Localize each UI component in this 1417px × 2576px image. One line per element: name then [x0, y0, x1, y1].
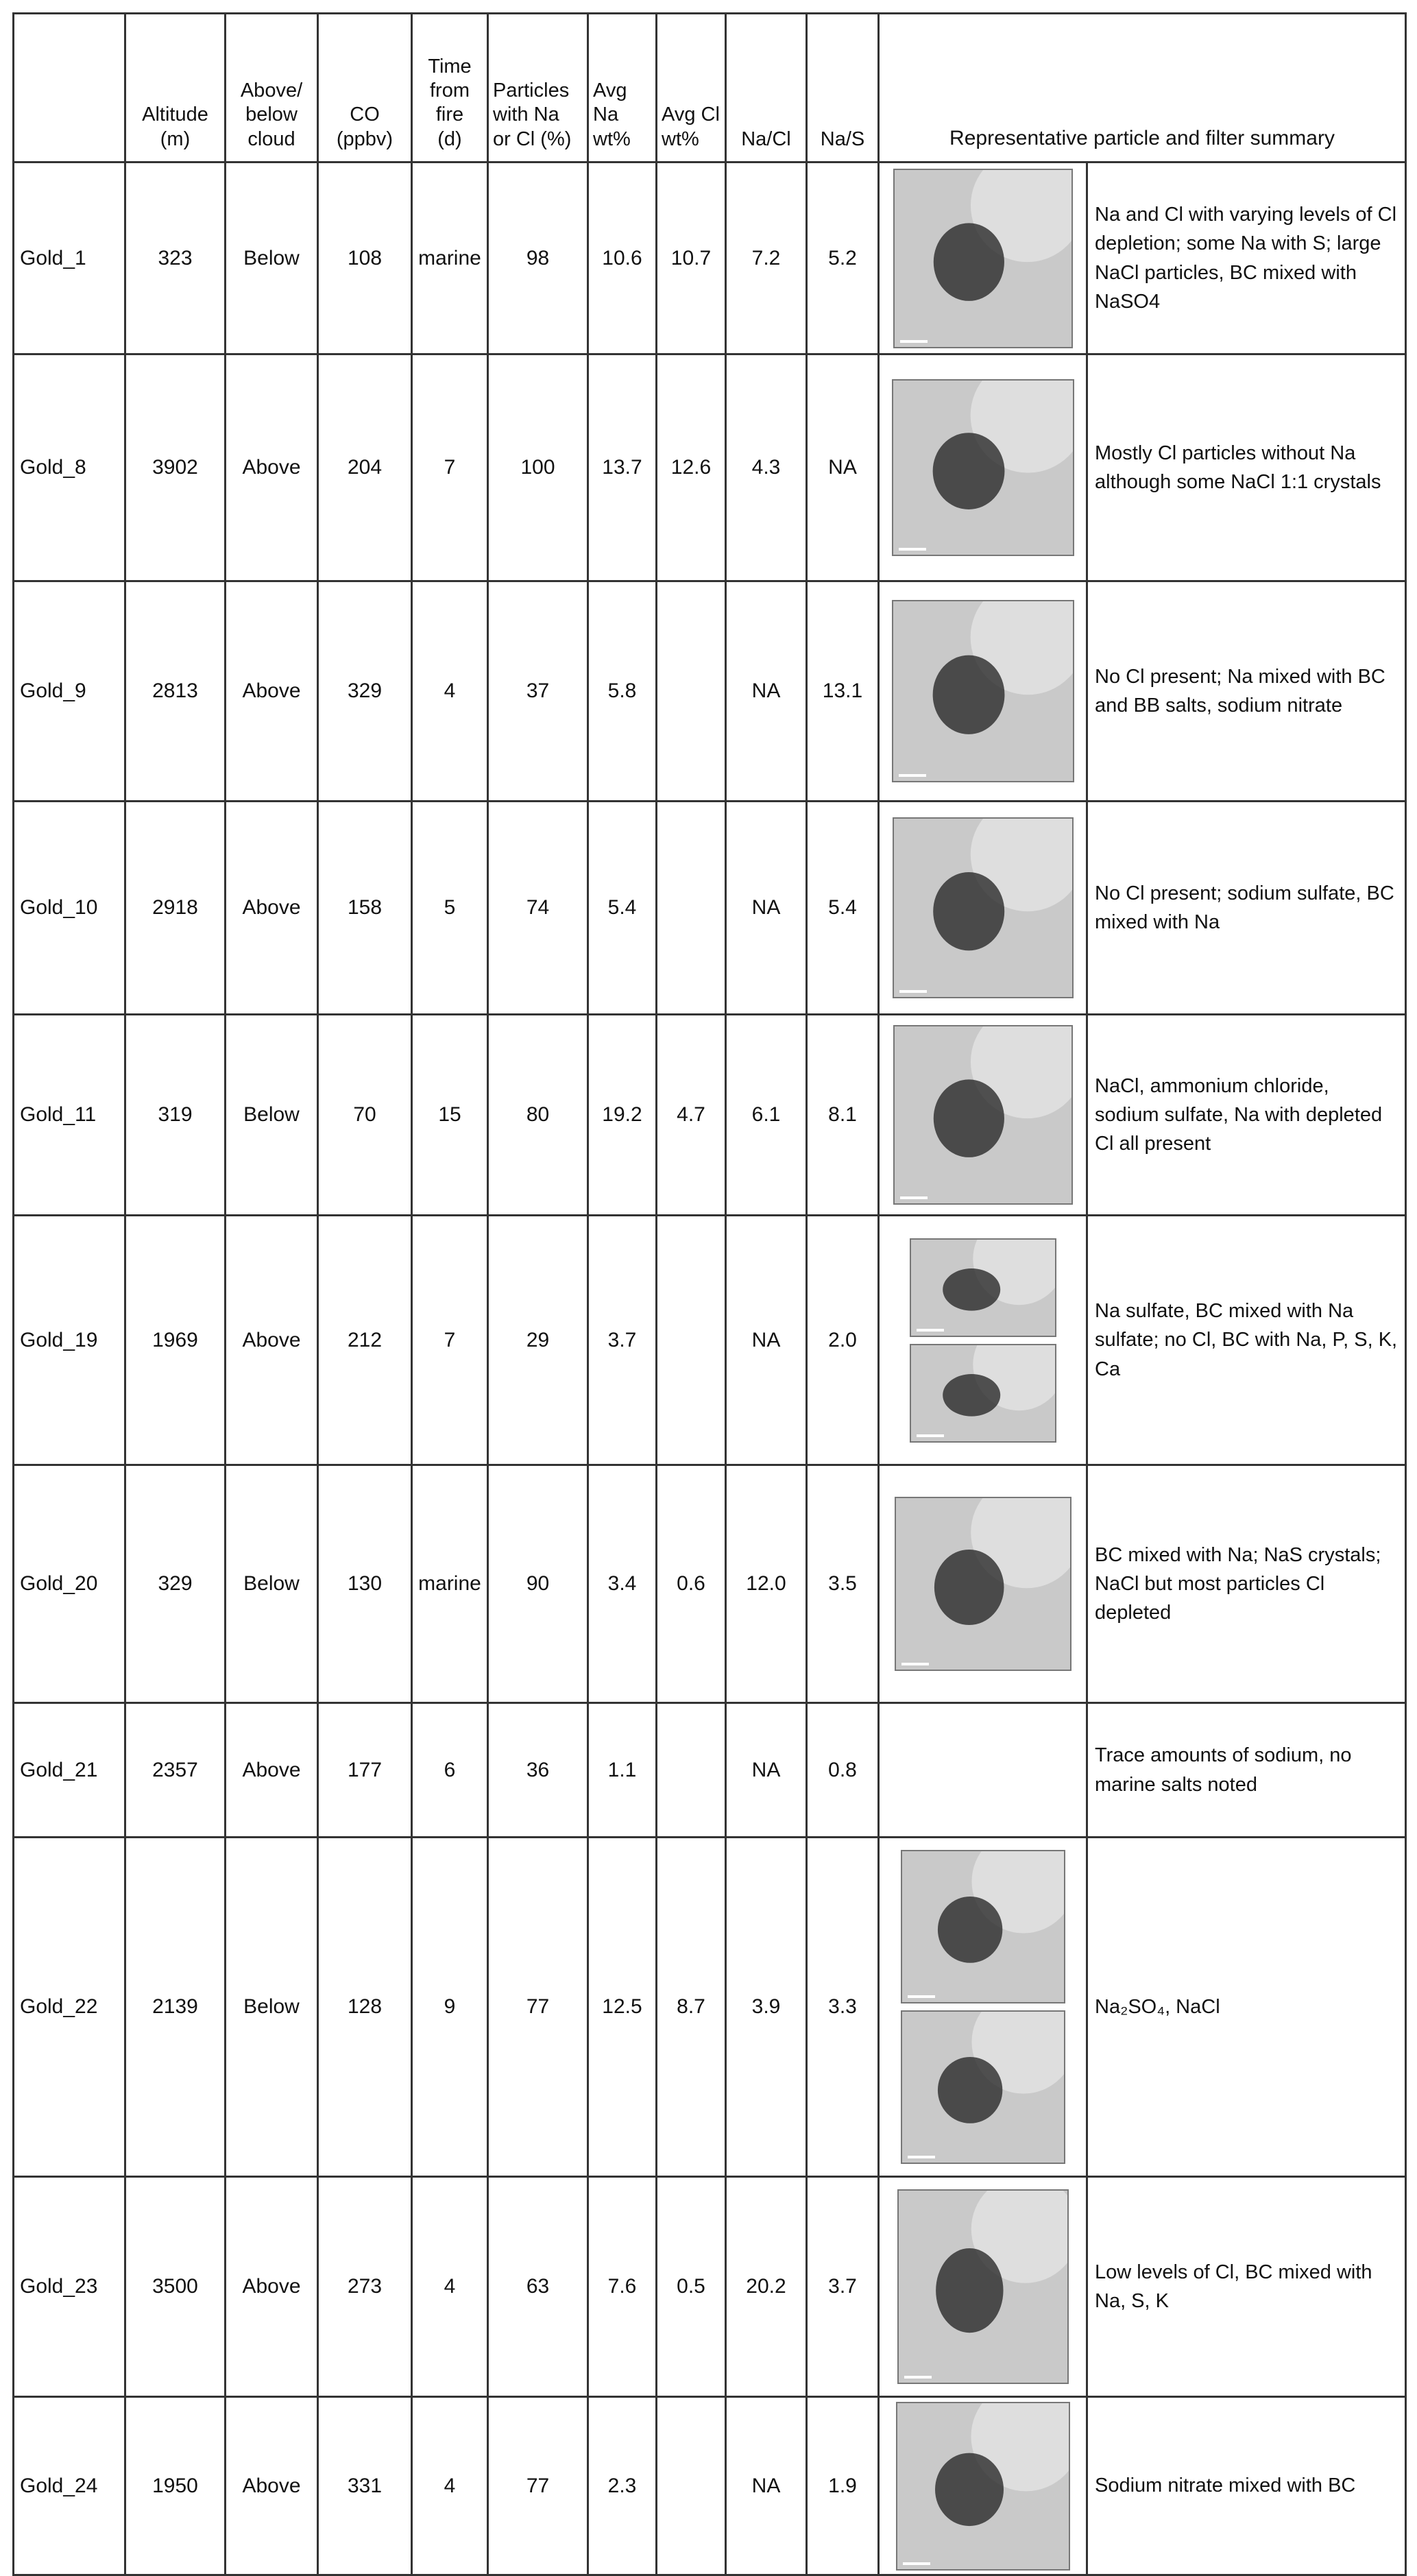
cell-sample: Gold_22: [14, 1838, 125, 2177]
header-particles-line: Particles: [493, 79, 570, 101]
cell-summary: No Cl present; sodium sulfate, BC mixed with Na: [1087, 802, 1406, 1015]
cell-micrograph: [879, 1465, 1087, 1703]
cell-micrograph: [879, 1838, 1087, 2177]
cell-micrograph: [879, 581, 1087, 802]
header-co-line: (ppbv): [336, 128, 393, 150]
cell-avg-na: 1.1: [588, 1703, 657, 1838]
micrograph-stack: [880, 379, 1086, 556]
cell-sample: Gold_21: [14, 1703, 125, 1838]
header-time: [412, 14, 488, 162]
micrograph-stack: [880, 1025, 1086, 1205]
table-row: [14, 802, 1406, 1015]
micrograph-particles: [894, 819, 1072, 997]
microscopy-image-icon: [901, 2010, 1065, 2164]
cell-altitude: 323: [125, 162, 226, 354]
cell-summary: Sodium nitrate mixed with BC: [1087, 2397, 1406, 2575]
cell-time: 5: [412, 802, 488, 1015]
cell-na-s: NA: [807, 354, 879, 581]
microscopy-image-icon: [893, 1025, 1073, 1205]
cell-cloud: Below: [226, 162, 318, 354]
cell-na-s: 13.1: [807, 581, 879, 802]
cell-time: marine: [412, 162, 488, 354]
cell-na-s: 8.1: [807, 1015, 879, 1216]
microscopy-image-icon: [892, 600, 1074, 782]
micrograph-stack: [880, 2189, 1086, 2384]
cell-avg-cl: 0.5: [657, 2177, 726, 2397]
cell-summary: No Cl present; Na mixed with BC and BB salts, sodium nitrate: [1087, 581, 1406, 802]
cell-sample: Gold_1: [14, 162, 125, 354]
table-row: [14, 1838, 1406, 2177]
cell-summary: Na₂SO₄, NaCl: [1087, 1838, 1406, 2177]
header-time-line: Time: [428, 55, 472, 77]
cell-altitude: 2813: [125, 581, 226, 802]
cell-summary: BC mixed with Na; NaS crystals; NaCl but most particles Cl depleted: [1087, 1465, 1406, 1703]
cell-na-s: 3.5: [807, 1465, 879, 1703]
cell-time: marine: [412, 1465, 488, 1703]
cell-na-cl: 20.2: [726, 2177, 807, 2397]
scale-bar: [899, 990, 927, 993]
header-na-cl: Na/Cl: [726, 14, 807, 162]
cell-particles: 77: [488, 2397, 588, 2575]
micrograph-particles: [895, 1026, 1071, 1203]
micrograph-particles: [893, 601, 1073, 781]
table-row: [14, 1703, 1406, 1838]
cell-altitude: 2918: [125, 802, 226, 1015]
cell-cloud: Above: [226, 1216, 318, 1465]
table-row: [14, 162, 1406, 354]
cell-particles: 100: [488, 354, 588, 581]
microscopy-image-icon: [897, 2189, 1069, 2384]
cell-na-cl: NA: [726, 802, 807, 1015]
table-row: [14, 1216, 1406, 1465]
cell-altitude: 1969: [125, 1216, 226, 1465]
cell-co: 329: [318, 581, 412, 802]
cell-avg-na: 5.4: [588, 802, 657, 1015]
cell-summary: NaCl, ammonium chloride, sodium sulfate, Na with depleted Cl all present: [1087, 1015, 1406, 1216]
cell-na-s: 0.8: [807, 1703, 879, 1838]
cell-co: 108: [318, 162, 412, 354]
cell-sample: Gold_20: [14, 1465, 125, 1703]
header-time-line: from: [430, 79, 470, 101]
micrograph-stack: [880, 169, 1086, 348]
cell-avg-na: 12.5: [588, 1838, 657, 2177]
cell-particles: 90: [488, 1465, 588, 1703]
cell-particles: 98: [488, 162, 588, 354]
table-row: [14, 1465, 1406, 1703]
cell-time: 7: [412, 354, 488, 581]
cell-particles: 74: [488, 802, 588, 1015]
header-time-line: (d): [437, 128, 462, 150]
microscopy-image-icon: [895, 1497, 1071, 1671]
header-altitude: [125, 14, 226, 162]
cell-summary: Trace amounts of sodium, no marine salts noted: [1087, 1703, 1406, 1838]
cell-na-cl: NA: [726, 1703, 807, 1838]
cell-sample: Gold_24: [14, 2397, 125, 2575]
cell-particles: 37: [488, 581, 588, 802]
header-sample: [14, 14, 125, 162]
cell-particles: 80: [488, 1015, 588, 1216]
micrograph-stack: [880, 1497, 1086, 1671]
cell-avg-na: 3.4: [588, 1465, 657, 1703]
cell-avg-cl: [657, 802, 726, 1015]
cell-cloud: Above: [226, 802, 318, 1015]
cell-cloud: Above: [226, 354, 318, 581]
header-avg-cl-line: Avg Cl: [662, 104, 720, 126]
header-particles-line: or Cl (%): [493, 128, 572, 150]
cell-avg-na: 7.6: [588, 2177, 657, 2397]
header-avg-na-line: Avg: [593, 79, 627, 101]
header-altitude-line: Altitude: [142, 104, 208, 126]
cell-summary: Na sulfate, BC mixed with Na sulfate; no Cl, BC with Na, P, S, K, Ca: [1087, 1216, 1406, 1465]
cell-micrograph: [879, 1216, 1087, 1465]
cell-avg-cl: [657, 2397, 726, 2575]
cell-time: 4: [412, 2397, 488, 2575]
cell-na-cl: 12.0: [726, 1465, 807, 1703]
scale-bar: [917, 1329, 944, 1332]
cell-sample: Gold_9: [14, 581, 125, 802]
cell-altitude: 3500: [125, 2177, 226, 2397]
table-row: [14, 2177, 1406, 2397]
cell-micrograph: [879, 2397, 1087, 2575]
cell-avg-cl: 12.6: [657, 354, 726, 581]
micrograph-particles: [911, 1345, 1055, 1441]
particle-summary-table-container: [12, 12, 1405, 2555]
cell-co: 212: [318, 1216, 412, 1465]
cell-cloud: Below: [226, 1015, 318, 1216]
cell-avg-na: 2.3: [588, 2397, 657, 2575]
cell-altitude: 3902: [125, 354, 226, 581]
micrograph-particles: [911, 1240, 1055, 1336]
micrograph-particles: [897, 2403, 1069, 2569]
micrograph-particles: [902, 2012, 1064, 2163]
cell-cloud: Above: [226, 2397, 318, 2575]
cell-na-cl: NA: [726, 1216, 807, 1465]
cell-avg-cl: 8.7: [657, 1838, 726, 2177]
cell-time: 7: [412, 1216, 488, 1465]
header-cloud-line: cloud: [247, 128, 295, 150]
cell-time: 6: [412, 1703, 488, 1838]
cell-particles: 29: [488, 1216, 588, 1465]
cell-co: 158: [318, 802, 412, 1015]
micrograph-stack: [880, 1238, 1086, 1443]
cell-avg-na: 19.2: [588, 1015, 657, 1216]
cell-cloud: Below: [226, 1838, 318, 2177]
cell-altitude: 2357: [125, 1703, 226, 1838]
cell-na-cl: NA: [726, 581, 807, 802]
header-avg-cl-line: wt%: [662, 128, 699, 150]
cell-micrograph: [879, 1703, 1087, 1838]
header-cloud-line: below: [245, 104, 298, 126]
cell-particles: 63: [488, 2177, 588, 2397]
table-row: [14, 581, 1406, 802]
cell-summary: Low levels of Cl, BC mixed with Na, S, K: [1087, 2177, 1406, 2397]
header-avg-na-line: wt%: [593, 128, 631, 150]
header-avg-na-line: Na: [593, 104, 619, 126]
table-header: [14, 14, 1406, 162]
micrograph-particles: [899, 2191, 1067, 2383]
cell-na-cl: 4.3: [726, 354, 807, 581]
header-summary: Representative particle and filter summary: [879, 14, 1406, 162]
cell-co: 70: [318, 1015, 412, 1216]
micrograph-particles: [896, 1498, 1070, 1670]
header-avg-cl: [657, 14, 726, 162]
cell-time: 9: [412, 1838, 488, 2177]
cell-altitude: 2139: [125, 1838, 226, 2177]
cell-altitude: 319: [125, 1015, 226, 1216]
cell-co: 128: [318, 1838, 412, 2177]
header-co: [318, 14, 412, 162]
scale-bar: [908, 1995, 935, 1998]
micrograph-particles: [893, 381, 1073, 555]
cell-sample: Gold_10: [14, 802, 125, 1015]
scale-bar: [900, 340, 928, 343]
cell-avg-na: 5.8: [588, 581, 657, 802]
cell-na-s: 3.7: [807, 2177, 879, 2397]
micrograph-stack: [880, 817, 1086, 998]
cell-micrograph: [879, 162, 1087, 354]
header-particles-line: with Na: [493, 104, 559, 126]
cell-cloud: Below: [226, 1465, 318, 1703]
cell-sample: Gold_11: [14, 1015, 125, 1216]
scale-bar: [917, 1434, 944, 1437]
micrograph-stack: [880, 1850, 1086, 2164]
cell-avg-cl: 4.7: [657, 1015, 726, 1216]
scale-bar: [908, 2156, 935, 2158]
header-avg-na: [588, 14, 657, 162]
cell-avg-cl: 0.6: [657, 1465, 726, 1703]
micrograph-particles: [902, 1851, 1064, 2002]
microscopy-image-icon: [910, 1344, 1056, 1443]
cell-time: 4: [412, 581, 488, 802]
cell-micrograph: [879, 802, 1087, 1015]
table-row: [14, 2397, 1406, 2575]
header-na-s: Na/S: [807, 14, 879, 162]
cell-na-cl: 3.9: [726, 1838, 807, 2177]
cell-co: 130: [318, 1465, 412, 1703]
cell-sample: Gold_23: [14, 2177, 125, 2397]
scale-bar: [903, 2562, 930, 2565]
cell-avg-cl: [657, 1216, 726, 1465]
microscopy-image-icon: [892, 379, 1074, 556]
cell-sample: Gold_19: [14, 1216, 125, 1465]
cell-cloud: Above: [226, 1703, 318, 1838]
header-cloud: [226, 14, 318, 162]
scale-bar: [899, 774, 926, 777]
header-time-line: fire: [435, 104, 464, 126]
microscopy-image-icon: [893, 817, 1074, 998]
cell-particles: 36: [488, 1703, 588, 1838]
cell-time: 4: [412, 2177, 488, 2397]
microscopy-image-icon: [901, 1850, 1065, 2003]
header-row: [14, 14, 1406, 162]
cell-na-s: 5.2: [807, 162, 879, 354]
micrograph-stack: [880, 600, 1086, 782]
cell-na-cl: NA: [726, 2397, 807, 2575]
microscopy-image-icon: [896, 2402, 1070, 2571]
cell-na-s: 2.0: [807, 1216, 879, 1465]
cell-altitude: 329: [125, 1465, 226, 1703]
cell-co: 204: [318, 354, 412, 581]
header-particles: [488, 14, 588, 162]
cell-micrograph: [879, 1015, 1087, 1216]
cell-co: 273: [318, 2177, 412, 2397]
cell-summary: Mostly Cl particles without Na although some NaCl 1:1 crystals: [1087, 354, 1406, 581]
cell-na-s: 3.3: [807, 1838, 879, 2177]
cell-avg-na: 10.6: [588, 162, 657, 354]
cell-na-s: 5.4: [807, 802, 879, 1015]
header-cloud-line: Above/: [240, 79, 303, 101]
scale-bar: [899, 548, 926, 551]
scale-bar: [900, 1196, 928, 1199]
micrograph-stack: [880, 2402, 1086, 2571]
cell-altitude: 1950: [125, 2397, 226, 2575]
header-co-line: CO: [350, 104, 380, 126]
cell-na-s: 1.9: [807, 2397, 879, 2575]
cell-avg-na: 13.7: [588, 354, 657, 581]
microscopy-image-icon: [910, 1238, 1056, 1337]
scale-bar: [901, 1663, 929, 1665]
table-row: [14, 1015, 1406, 1216]
cell-micrograph: [879, 354, 1087, 581]
micrograph-particles: [895, 170, 1071, 347]
scale-bar: [904, 2376, 932, 2379]
particle-summary-table: [12, 12, 1407, 2576]
cell-time: 15: [412, 1015, 488, 1216]
cell-micrograph: [879, 2177, 1087, 2397]
header-altitude-line: (m): [160, 128, 191, 150]
cell-co: 331: [318, 2397, 412, 2575]
cell-avg-cl: 10.7: [657, 162, 726, 354]
cell-co: 177: [318, 1703, 412, 1838]
cell-na-cl: 7.2: [726, 162, 807, 354]
cell-sample: Gold_8: [14, 354, 125, 581]
cell-na-cl: 6.1: [726, 1015, 807, 1216]
cell-cloud: Above: [226, 581, 318, 802]
microscopy-image-icon: [893, 169, 1073, 348]
cell-avg-cl: [657, 581, 726, 802]
cell-summary: Na and Cl with varying levels of Cl depletion; some Na with S; large NaCl particles, BC mixed with NaSO4: [1087, 162, 1406, 354]
cell-avg-cl: [657, 1703, 726, 1838]
table-body: [14, 162, 1406, 2575]
cell-cloud: Above: [226, 2177, 318, 2397]
cell-particles: 77: [488, 1838, 588, 2177]
cell-avg-na: 3.7: [588, 1216, 657, 1465]
table-row: [14, 354, 1406, 581]
